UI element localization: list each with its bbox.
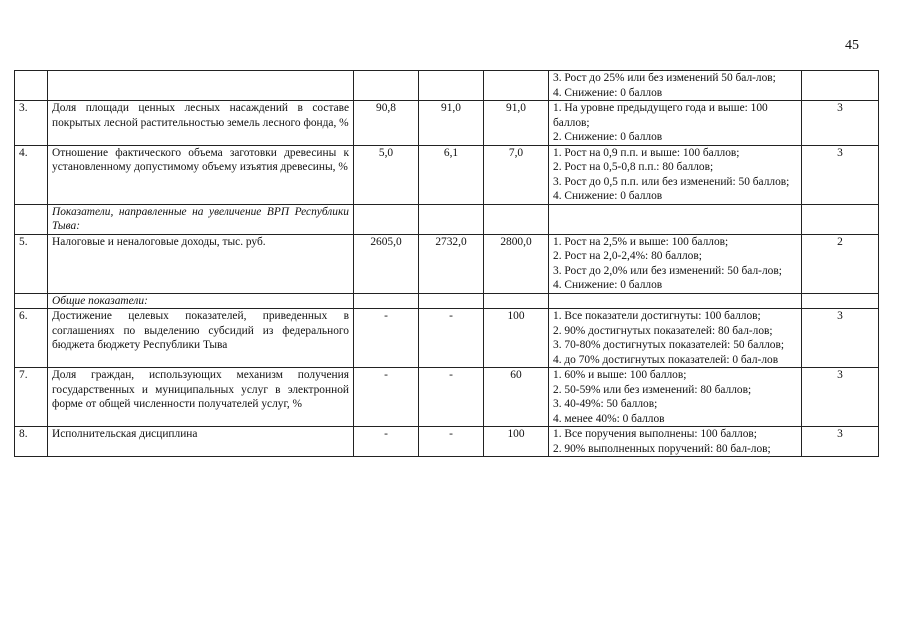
value-year-3: 2800,0	[484, 234, 549, 293]
weight-value	[802, 71, 879, 101]
row-number: 5.	[15, 234, 48, 293]
criteria-line: 1. 60% и выше: 100 баллов;	[553, 369, 687, 381]
indicator-name: Налоговые и неналоговые доходы, тыс. руб.	[48, 234, 354, 293]
criteria-cell	[549, 145, 802, 204]
indicator-name: Доля площади ценных лесных насаждений в составе покрытых лесной растительностью земель лесного фонда, %	[48, 101, 354, 146]
criteria-line: 1. Рост на 0,9 п.п. и выше: 100 баллов;	[553, 146, 740, 159]
weight-value: 3	[802, 427, 879, 457]
table-row	[15, 427, 879, 457]
criteria-cell	[549, 427, 802, 457]
value-cell	[354, 204, 419, 234]
value-year-1: -	[354, 427, 419, 457]
row-number: 6.	[15, 309, 48, 368]
indicator-name: Исполнительская дисциплина	[48, 427, 354, 457]
criteria-line: 4. до 70% достигнутых показателей: 0 бал-лов	[553, 353, 779, 366]
value-year-3: 60	[484, 368, 549, 427]
criteria-line: 1. На уровне предыдущего года и выше: 100 баллов;	[553, 102, 768, 129]
value-year-2: -	[419, 368, 484, 427]
criteria-cell	[549, 293, 802, 309]
criteria-line: 3. Рост до 25% или без изменений 50 бал-лов;	[553, 72, 776, 84]
criteria-line: 1. Рост на 2,5% и выше: 100 баллов;	[553, 235, 729, 248]
value-year-3	[484, 71, 549, 101]
value-year-1: -	[354, 309, 419, 368]
criteria-line: 1. Все показатели достигнуты: 100 баллов;	[553, 310, 761, 322]
weight-value: 2	[802, 234, 879, 293]
criteria-line: 2. Рост на 0,5-0,8 п.п.: 80 баллов;	[553, 161, 714, 173]
criteria-line: 2. 90% достигнутых показателей: 80 бал-лов;	[553, 324, 773, 337]
row-number: 4.	[15, 145, 48, 204]
criteria-line: 3. Рост до 0,5 п.п. или без изменений: 50 баллов;	[553, 175, 790, 188]
table-row	[15, 309, 879, 368]
criteria-line: 2. Рост на 2,0-2,4%: 80 баллов;	[553, 250, 702, 262]
criteria-line: 2. 90% выполненных поручений: 80 бал-лов;	[553, 442, 771, 455]
row-number-cell	[15, 293, 48, 309]
weight-value: 3	[802, 145, 879, 204]
value-year-1	[354, 71, 419, 101]
page-number: 45	[845, 38, 859, 53]
criteria-cell	[549, 309, 802, 368]
criteria-line: 3. Рост до 2,0% или без изменений: 50 бал-лов;	[553, 264, 782, 277]
value-year-3: 91,0	[484, 101, 549, 146]
table-row	[15, 145, 879, 204]
section-row	[15, 293, 879, 309]
indicator-name	[48, 71, 354, 101]
section-row	[15, 204, 879, 234]
indicator-name: Достижение целевых показателей, приведенных в соглашениях по выделению субсидий из федерального бюджета бюджету Республики Тыва	[48, 309, 354, 368]
value-year-2: 2732,0	[419, 234, 484, 293]
indicator-name: Доля граждан, использующих механизм получения государственных и муниципальных услуг в электронной форме от общей численности получателей услуг, %	[48, 368, 354, 427]
value-year-1: 5,0	[354, 145, 419, 204]
criteria-line: 2. 50-59% или без изменений: 80 баллов;	[553, 383, 752, 396]
section-heading: Показатели, направленные на увеличение ВРП Республики Тыва:	[48, 204, 354, 234]
row-number-cell	[15, 204, 48, 234]
value-year-2: 91,0	[419, 101, 484, 146]
criteria-cell	[549, 368, 802, 427]
table-row	[15, 101, 879, 146]
value-year-1: 90,8	[354, 101, 419, 146]
value-year-3: 7,0	[484, 145, 549, 204]
value-year-1: 2605,0	[354, 234, 419, 293]
row-number: 3.	[15, 101, 48, 146]
criteria-cell	[549, 204, 802, 234]
indicators-table	[14, 70, 879, 457]
value-year-3: 100	[484, 427, 549, 457]
criteria-line: 4. Снижение: 0 баллов	[553, 86, 663, 99]
weight-cell	[802, 204, 879, 234]
criteria-cell	[549, 234, 802, 293]
criteria-line: 2. Снижение: 0 баллов	[553, 131, 663, 143]
value-cell	[419, 204, 484, 234]
value-cell	[484, 293, 549, 309]
row-number: 7.	[15, 368, 48, 427]
value-year-2: -	[419, 309, 484, 368]
indicator-name: Отношение фактического объема заготовки древесины к установленному допустимому объему изъятия древесины, %	[48, 145, 354, 204]
value-year-2	[419, 71, 484, 101]
criteria-line: 3. 70-80% достигнутых показателей: 50 баллов;	[553, 339, 784, 351]
criteria-line: 4. менее 40%: 0 баллов	[553, 412, 665, 425]
weight-value: 3	[802, 309, 879, 368]
value-year-2: 6,1	[419, 145, 484, 204]
value-cell	[484, 204, 549, 234]
row-number: 8.	[15, 427, 48, 457]
value-cell	[354, 293, 419, 309]
weight-cell	[802, 293, 879, 309]
criteria-line: 1. Все поручения выполнены: 100 баллов;	[553, 428, 757, 440]
table-body	[15, 71, 879, 457]
value-cell	[419, 293, 484, 309]
criteria-line: 4. Снижение: 0 баллов	[553, 279, 663, 291]
weight-value: 3	[802, 368, 879, 427]
criteria-cell	[549, 71, 802, 101]
value-year-1: -	[354, 368, 419, 427]
value-year-3: 100	[484, 309, 549, 368]
row-number	[15, 71, 48, 101]
table-row	[15, 71, 879, 101]
value-year-2: -	[419, 427, 484, 457]
section-heading: Общие показатели:	[48, 293, 354, 309]
table-row	[15, 234, 879, 293]
criteria-cell	[549, 101, 802, 146]
table-row	[15, 368, 879, 427]
weight-value: 3	[802, 101, 879, 146]
criteria-line: 4. Снижение: 0 баллов	[553, 190, 663, 202]
criteria-line: 3. 40-49%: 50 баллов;	[553, 398, 658, 410]
